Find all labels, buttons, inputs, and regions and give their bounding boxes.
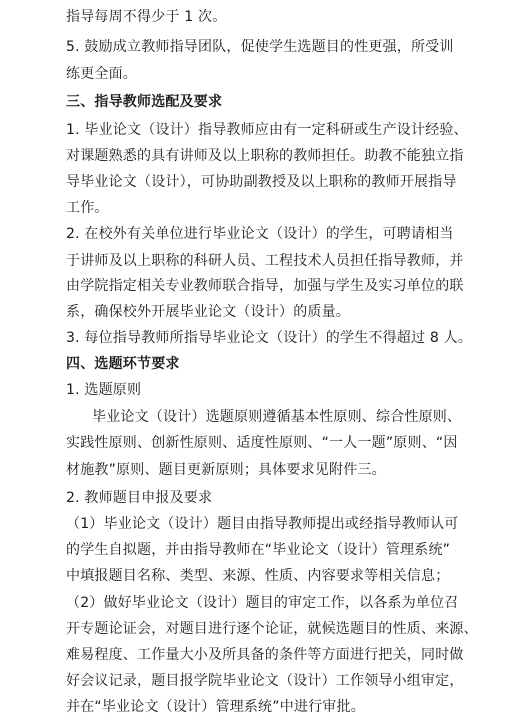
subsection-title: 1. 选题原则 <box>66 382 142 398</box>
text-line: 中填报题目名称、类型、来源、性质、内容要求等相关信息； <box>66 568 450 584</box>
text-line: 于讲师及以上职称的科研人员、工程技术人员担任指导教师，并 <box>66 253 464 269</box>
text-line: 2. 在校外有关单位进行毕业论文（设计）的学生，可聘请相当 <box>66 226 454 242</box>
section-heading: 三、指导教师选配及要求 <box>66 94 223 110</box>
text-line: （2）做好毕业论文（设计）题目的审定工作，以各系为单位召 <box>66 595 459 611</box>
text-line: 工作。 <box>66 200 109 216</box>
text-line: 开专题论证会，对题目进行逐个论证，就候选题目的性质、来源、 <box>66 621 478 637</box>
text-line: 对课题熟悉的具有讲师及以上职称的教师担任。助教不能独立指 <box>66 148 464 164</box>
text-line: 1. 毕业论文（设计）指导教师应由有一定科研或生产设计经验、 <box>66 122 468 138</box>
subsection-title: 2. 教师题目申报及要求 <box>66 490 213 506</box>
text-line: 5. 鼓励成立教师指导团队，促使学生选题目的性更强，所受训 <box>66 39 454 55</box>
text-line: 练更全面。 <box>66 66 137 82</box>
text-line: 的学生自拟题，并由指导教师在“毕业论文（设计）管理系统” <box>66 542 451 558</box>
section-heading: 四、选题环节要求 <box>66 356 180 372</box>
text-line: 好会议记录，题目报学院毕业论文（设计）工作领导小组审定， <box>66 673 464 689</box>
text-line: 并在“毕业论文（设计）管理系统”中进行审批。 <box>66 699 365 715</box>
text-line: 由学院指定相关专业教师联合指导，加强与学生及实习单位的联 <box>66 278 464 294</box>
text-line: 3. 每位指导教师所指导毕业论文（设计）的学生不得超过 8 人。 <box>66 330 473 346</box>
text-line: （1）毕业论文（设计）题目由指导教师提出或经指导教师认可 <box>66 516 459 532</box>
text-line: 难易程度、工作量大小及所具备的条件等方面进行把关，同时做 <box>66 647 464 663</box>
text-line: 指导每周不得少于 1 次。 <box>66 9 227 25</box>
text-line: 毕业论文（设计）选题原则遵循基本性原则、综合性原则、 <box>92 409 462 425</box>
text-line: 材施教”原则、题目更新原则；具体要求见附件三。 <box>66 462 386 478</box>
text-line: 导毕业论文（设计），可协助副教授及以上职称的教师开展指导 <box>66 174 457 190</box>
text-line: 实践性原则、创新性原则、适度性原则、“一人一题”原则、“因 <box>66 435 458 451</box>
text-line: 系，确保校外开展毕业论文（设计）的质量。 <box>66 304 350 320</box>
